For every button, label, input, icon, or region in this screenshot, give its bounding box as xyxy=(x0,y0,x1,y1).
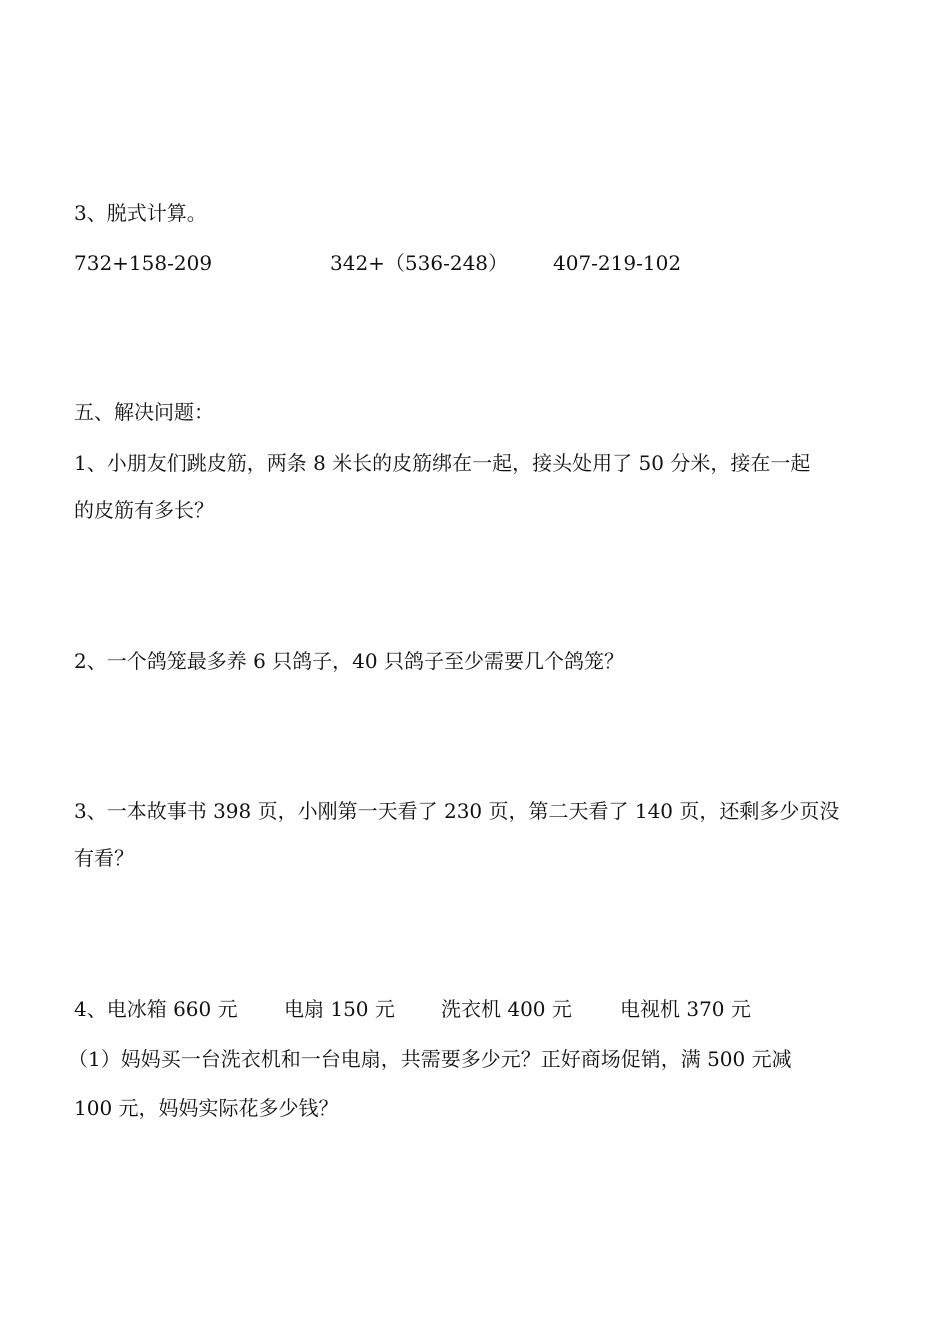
question-2-line-1: 2、一个鸽笼最多养 6 只鸽子，40 只鸽子至少需要几个鸽笼？ xyxy=(74,649,624,673)
expression-3: 407-219-102 xyxy=(553,251,682,275)
price-washer: 洗衣机 400 元 xyxy=(441,997,572,1021)
expression-2: 342+（536-248） xyxy=(330,251,509,275)
expression-1: 732+158-209 xyxy=(74,251,213,275)
price-tv: 电视机 370 元 xyxy=(620,997,751,1021)
question-1-line-2: 的皮筋有多长？ xyxy=(74,498,214,522)
price-fan: 电扇 150 元 xyxy=(284,997,395,1021)
question-3-line-2: 有看？ xyxy=(74,846,134,870)
section-5-title: 五、解决问题： xyxy=(74,400,214,424)
price-fridge: 4、电冰箱 660 元 xyxy=(74,997,238,1021)
question-4-sub-1-line-2: 100 元，妈妈实际花多少钱？ xyxy=(74,1096,339,1120)
question-4-sub-1-line-1: （1）妈妈买一台洗衣机和一台电扇，共需要多少元？正好商场促销，满 500 元减 xyxy=(68,1047,792,1071)
section-3-title: 3、脱式计算。 xyxy=(74,201,207,225)
question-3-line-1: 3、一本故事书 398 页，小刚第一天看了 230 页，第二天看了 140 页，还剩多少页没 xyxy=(74,799,840,823)
question-1-line-1: 1、小朋友们跳皮筋，两条 8 米长的皮筋绑在一起，接头处用了 50 分米，接在一起 xyxy=(74,451,811,475)
